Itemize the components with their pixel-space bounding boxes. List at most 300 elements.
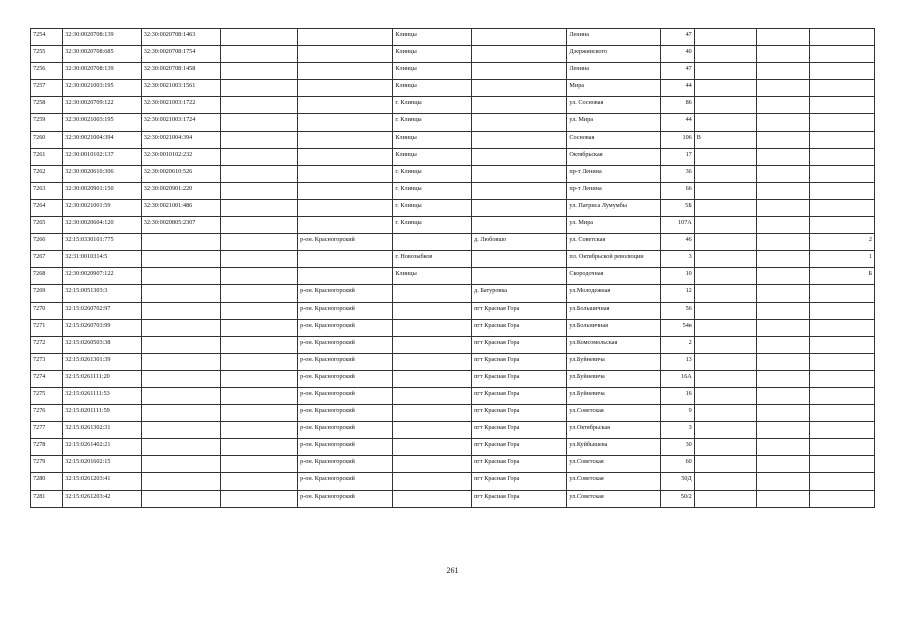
cell-row-number: 7267 (31, 251, 63, 268)
cell-apartment (809, 63, 874, 80)
cell-settlement (472, 148, 567, 165)
cell-settlement (472, 182, 567, 199)
cell-city (393, 387, 472, 404)
cell-street: ул.Октябрьская (567, 422, 660, 439)
cell-building (694, 217, 756, 234)
cell-settlement: пгт Красная Гора (472, 370, 567, 387)
cell-street: пл. Октябрьской революции (567, 251, 660, 268)
cell-street: ул.Буйневича (567, 353, 660, 370)
cell-extra-column (756, 319, 809, 336)
cell-cadastral-number-2: 32:30:0020708:1754 (141, 46, 220, 63)
cell-apartment (809, 319, 874, 336)
cell-settlement (472, 165, 567, 182)
cell-cadastral-number: 32:15:0330101:775 (63, 234, 142, 251)
cell-settlement: пгт Красная Гора (472, 422, 567, 439)
cell-apartment (809, 336, 874, 353)
cell-apartment (809, 490, 874, 507)
cell-city: Клинцы (393, 63, 472, 80)
cell-city: г. Новозыбков (393, 251, 472, 268)
cell-cadastral-number-2 (141, 422, 220, 439)
cell-cadastral-number: 32:30:0021004:394 (63, 131, 142, 148)
cell-city (393, 319, 472, 336)
cell-cadastral-number: 32:30:0020708:685 (63, 46, 142, 63)
cell-street: Дзержинского (567, 46, 660, 63)
cell-cadastral-number: 32:15:0260503:38 (63, 336, 142, 353)
cell-house-number: 46 (660, 234, 694, 251)
cell-city (393, 405, 472, 422)
cell-blank-column (220, 422, 298, 439)
cell-extra-column (756, 473, 809, 490)
cell-district: р-он. Красногорский (298, 405, 393, 422)
cell-district: р-он. Красногорский (298, 387, 393, 404)
cell-apartment (809, 46, 874, 63)
cell-apartment (809, 456, 874, 473)
cell-street: Октябрьская (567, 148, 660, 165)
cell-settlement (472, 63, 567, 80)
table-row (31, 387, 875, 404)
table-row (31, 63, 875, 80)
cell-row-number: 7271 (31, 319, 63, 336)
cell-settlement (472, 251, 567, 268)
cell-extra-column (756, 114, 809, 131)
table-row (31, 199, 875, 216)
cell-blank-column (220, 97, 298, 114)
cell-row-number: 7268 (31, 268, 63, 285)
cell-building (694, 490, 756, 507)
cell-city: г. Клинцы (393, 114, 472, 131)
cell-city (393, 285, 472, 302)
cell-extra-column (756, 490, 809, 507)
cell-row-number: 7281 (31, 490, 63, 507)
cell-cadastral-number-2 (141, 251, 220, 268)
cell-settlement (472, 217, 567, 234)
cell-house-number: 5Б (660, 199, 694, 216)
cell-extra-column (756, 97, 809, 114)
cell-building (694, 199, 756, 216)
cell-house-number: 50Д (660, 473, 694, 490)
cell-blank-column (220, 182, 298, 199)
cell-row-number: 7269 (31, 285, 63, 302)
page-number: 261 (446, 566, 459, 575)
cell-building (694, 182, 756, 199)
cell-cadastral-number: 32:30:0020907:122 (63, 268, 142, 285)
cell-blank-column (220, 473, 298, 490)
cell-apartment (809, 97, 874, 114)
cell-street: Ленина (567, 63, 660, 80)
cell-row-number: 7258 (31, 97, 63, 114)
cell-house-number: 107А (660, 217, 694, 234)
cell-district: р-он. Красногорский (298, 353, 393, 370)
cell-street: ул.Большичная (567, 302, 660, 319)
cell-settlement: пгт Красная Гора (472, 319, 567, 336)
cell-row-number: 7266 (31, 234, 63, 251)
cell-cadastral-number: 32:15:0051303:3 (63, 285, 142, 302)
table-row (31, 182, 875, 199)
table-row (31, 490, 875, 507)
cell-district: р-он. Красногорский (298, 234, 393, 251)
table-row (31, 302, 875, 319)
cell-extra-column (756, 336, 809, 353)
cell-cadastral-number: 32:30:0021003:195 (63, 80, 142, 97)
cell-building (694, 251, 756, 268)
cell-cadastral-number-2 (141, 353, 220, 370)
cell-settlement (472, 268, 567, 285)
cell-extra-column (756, 370, 809, 387)
cell-row-number: 7254 (31, 29, 63, 46)
cell-district (298, 268, 393, 285)
cell-city: г. Клинцы (393, 199, 472, 216)
cell-city (393, 439, 472, 456)
cell-cadastral-number: 32:30:0020901:150 (63, 182, 142, 199)
cell-row-number: 7276 (31, 405, 63, 422)
cell-row-number: 7275 (31, 387, 63, 404)
cell-blank-column (220, 319, 298, 336)
cell-cadastral-number-2 (141, 336, 220, 353)
cell-blank-column (220, 131, 298, 148)
cell-cadastral-number-2 (141, 456, 220, 473)
cell-apartment (809, 199, 874, 216)
table-row (31, 285, 875, 302)
cell-city: Клинцы (393, 46, 472, 63)
cell-extra-column (756, 46, 809, 63)
cell-cadastral-number: 32:15:0261111:20 (63, 370, 142, 387)
cell-row-number: 7264 (31, 199, 63, 216)
cell-district (298, 97, 393, 114)
cell-house-number: 3 (660, 251, 694, 268)
cell-district (298, 46, 393, 63)
cell-settlement (472, 46, 567, 63)
table-row (31, 456, 875, 473)
cell-street: ул.Советская (567, 456, 660, 473)
cell-blank-column (220, 251, 298, 268)
cell-building: В (694, 131, 756, 148)
cell-district (298, 80, 393, 97)
cell-extra-column (756, 387, 809, 404)
cell-district: р-он. Красногорский (298, 456, 393, 473)
cell-extra-column (756, 422, 809, 439)
cell-apartment (809, 131, 874, 148)
cell-blank-column (220, 490, 298, 507)
cell-street: пр-т Ленина (567, 182, 660, 199)
cell-settlement: пгт Красная Гора (472, 405, 567, 422)
cell-settlement (472, 29, 567, 46)
cell-row-number: 7262 (31, 165, 63, 182)
cell-cadastral-number-2 (141, 268, 220, 285)
cell-settlement (472, 97, 567, 114)
cell-row-number: 7265 (31, 217, 63, 234)
cell-cadastral-number-2 (141, 302, 220, 319)
table-row (31, 353, 875, 370)
cell-settlement (472, 131, 567, 148)
cell-house-number: 9 (660, 405, 694, 422)
cell-cadastral-number-2: 32:30:0020805:2307 (141, 217, 220, 234)
cell-building (694, 114, 756, 131)
cell-row-number: 7279 (31, 456, 63, 473)
cell-house-number: 16А (660, 370, 694, 387)
table-row (31, 370, 875, 387)
cell-cadastral-number-2: 32:30:0020610:526 (141, 165, 220, 182)
cell-apartment (809, 387, 874, 404)
cell-city: Клинцы (393, 29, 472, 46)
cell-blank-column (220, 353, 298, 370)
cell-building (694, 353, 756, 370)
table-row (31, 251, 875, 268)
cell-apartment (809, 182, 874, 199)
cell-blank-column (220, 285, 298, 302)
cell-extra-column (756, 456, 809, 473)
table-row (31, 268, 875, 285)
cell-house-number: 66 (660, 182, 694, 199)
cell-street: Ленина (567, 29, 660, 46)
cell-house-number: 47 (660, 29, 694, 46)
cell-building (694, 165, 756, 182)
cell-cadastral-number-2 (141, 370, 220, 387)
cell-extra-column (756, 182, 809, 199)
cell-city: Клинцы (393, 131, 472, 148)
cell-building (694, 302, 756, 319)
cell-house-number: 2 (660, 336, 694, 353)
cell-cadastral-number: 32:15:0261111:53 (63, 387, 142, 404)
cell-building (694, 97, 756, 114)
cell-blank-column (220, 439, 298, 456)
cell-apartment (809, 370, 874, 387)
cell-apartment (809, 114, 874, 131)
cell-settlement: пгт Красная Гора (472, 336, 567, 353)
cell-extra-column (756, 302, 809, 319)
cell-house-number: 16 (660, 387, 694, 404)
cell-building (694, 473, 756, 490)
cell-settlement: пгт Красная Гора (472, 439, 567, 456)
cell-house-number: 86 (660, 97, 694, 114)
cell-apartment: Б (809, 268, 874, 285)
cell-cadastral-number: 32:30:0020708:139 (63, 29, 142, 46)
cell-house-number: 12 (660, 285, 694, 302)
cell-street: ул.Буйневича (567, 370, 660, 387)
cell-district (298, 29, 393, 46)
cell-house-number: 44 (660, 80, 694, 97)
cell-row-number: 7274 (31, 370, 63, 387)
cell-city (393, 234, 472, 251)
cell-district: р-он. Красногорский (298, 285, 393, 302)
table-row (31, 97, 875, 114)
cell-cadastral-number-2 (141, 234, 220, 251)
cell-street: ул. Патриса Лумумбы (567, 199, 660, 216)
cell-district (298, 217, 393, 234)
cell-apartment (809, 80, 874, 97)
cell-house-number: 17 (660, 148, 694, 165)
cell-house-number: 36 (660, 165, 694, 182)
cell-cadastral-number: 32:15:0261301:39 (63, 353, 142, 370)
cell-city (393, 353, 472, 370)
cell-cadastral-number-2: 32:30:0021003:1724 (141, 114, 220, 131)
cell-cadastral-number: 32:30:0020708:139 (63, 63, 142, 80)
cell-house-number: 56 (660, 302, 694, 319)
cell-street: пр-т Ленина (567, 165, 660, 182)
cell-cadastral-number-2: 32:30:0021004:394 (141, 131, 220, 148)
cell-building (694, 370, 756, 387)
cell-cadastral-number: 32:30:0020604:120 (63, 217, 142, 234)
table-row (31, 148, 875, 165)
cell-extra-column (756, 405, 809, 422)
cell-extra-column (756, 234, 809, 251)
table-row (31, 114, 875, 131)
cell-apartment (809, 302, 874, 319)
cell-blank-column (220, 114, 298, 131)
cell-cadastral-number-2 (141, 490, 220, 507)
table-body (31, 29, 875, 508)
cell-house-number: 106 (660, 131, 694, 148)
cell-cadastral-number: 32:30:0021003:195 (63, 114, 142, 131)
cell-house-number: 44 (660, 114, 694, 131)
table-row (31, 165, 875, 182)
cell-city: г. Клинцы (393, 97, 472, 114)
table-row (31, 234, 875, 251)
cell-apartment (809, 29, 874, 46)
cell-city: г. Клинцы (393, 182, 472, 199)
cell-building (694, 80, 756, 97)
cell-cadastral-number-2 (141, 319, 220, 336)
cell-district: р-он. Красногорский (298, 439, 393, 456)
cell-building (694, 63, 756, 80)
cell-apartment (809, 353, 874, 370)
cell-building (694, 268, 756, 285)
cell-district (298, 165, 393, 182)
cell-cadastral-number-2 (141, 405, 220, 422)
cell-settlement: д. Любовшо (472, 234, 567, 251)
cell-building (694, 422, 756, 439)
cell-apartment (809, 165, 874, 182)
cell-district: р-он. Красногорский (298, 473, 393, 490)
cell-extra-column (756, 439, 809, 456)
cell-cadastral-number: 32:15:0201111:59 (63, 405, 142, 422)
cell-settlement: пгт Красная Гора (472, 302, 567, 319)
cell-blank-column (220, 165, 298, 182)
cell-extra-column (756, 199, 809, 216)
cell-street: ул.Комсомольская (567, 336, 660, 353)
cell-house-number: 47 (660, 63, 694, 80)
cell-extra-column (756, 165, 809, 182)
cell-extra-column (756, 131, 809, 148)
cell-blank-column (220, 336, 298, 353)
register-table (30, 28, 875, 508)
cell-house-number: 50/2 (660, 490, 694, 507)
table-row (31, 422, 875, 439)
table-row (31, 46, 875, 63)
cell-blank-column (220, 234, 298, 251)
cell-cadastral-number: 32:15:0201602:15 (63, 456, 142, 473)
cell-extra-column (756, 285, 809, 302)
cell-house-number: 60 (660, 456, 694, 473)
cell-blank-column (220, 302, 298, 319)
cell-row-number: 7280 (31, 473, 63, 490)
cell-street: ул. Сосновая (567, 97, 660, 114)
cell-district (298, 182, 393, 199)
cell-district: р-он. Красногорский (298, 422, 393, 439)
cell-cadastral-number: 32:15:0260703:99 (63, 319, 142, 336)
table-row (31, 473, 875, 490)
cell-cadastral-number-2: 32:30:0020901:220 (141, 182, 220, 199)
cell-row-number: 7257 (31, 80, 63, 97)
cell-cadastral-number-2: 32:30:0020708:1458 (141, 63, 220, 80)
cell-cadastral-number: 32:15:0261302:31 (63, 422, 142, 439)
cell-settlement: пгт Красная Гора (472, 490, 567, 507)
cell-cadastral-number: 32:15:0261402:21 (63, 439, 142, 456)
cell-cadastral-number-2: 32:30:0010102:232 (141, 148, 220, 165)
cell-row-number: 7277 (31, 422, 63, 439)
cell-extra-column (756, 29, 809, 46)
table-row (31, 29, 875, 46)
cell-row-number: 7255 (31, 46, 63, 63)
cell-building (694, 319, 756, 336)
cell-cadastral-number: 32:31:0010314:5 (63, 251, 142, 268)
cell-extra-column (756, 63, 809, 80)
cell-row-number: 7270 (31, 302, 63, 319)
cell-house-number: 30 (660, 439, 694, 456)
cell-building (694, 148, 756, 165)
cell-blank-column (220, 370, 298, 387)
cell-district: р-он. Красногорский (298, 490, 393, 507)
cell-row-number: 7261 (31, 148, 63, 165)
cell-cadastral-number: 32:30:0020610:306 (63, 165, 142, 182)
cell-street: ул. Мира (567, 114, 660, 131)
cell-street: ул.Молодежная (567, 285, 660, 302)
cell-settlement: пгт Красная Гора (472, 473, 567, 490)
cell-apartment (809, 473, 874, 490)
cell-building (694, 387, 756, 404)
cell-house-number: 40 (660, 46, 694, 63)
cell-blank-column (220, 148, 298, 165)
cell-extra-column (756, 80, 809, 97)
cell-street: ул.Советская (567, 473, 660, 490)
cell-building (694, 405, 756, 422)
cell-city: г. Клинцы (393, 217, 472, 234)
cell-blank-column (220, 46, 298, 63)
table-row (31, 336, 875, 353)
cell-blank-column (220, 405, 298, 422)
cell-city (393, 302, 472, 319)
cell-cadastral-number: 32:30:0010102:137 (63, 148, 142, 165)
cell-building (694, 29, 756, 46)
cell-settlement: д. Батуровка (472, 285, 567, 302)
cell-city: г. Клинцы (393, 165, 472, 182)
cell-street: ул. Мира (567, 217, 660, 234)
cell-extra-column (756, 217, 809, 234)
cell-settlement (472, 80, 567, 97)
cell-street: ул.Советская (567, 405, 660, 422)
cell-cadastral-number-2: 32:30:0021001:486 (141, 199, 220, 216)
cell-extra-column (756, 148, 809, 165)
cell-blank-column (220, 268, 298, 285)
cell-street: ул. Советская (567, 234, 660, 251)
cell-row-number: 7273 (31, 353, 63, 370)
cell-settlement (472, 114, 567, 131)
cell-cadastral-number-2: 32:30:0020708:1463 (141, 29, 220, 46)
cell-district (298, 131, 393, 148)
cell-blank-column (220, 217, 298, 234)
cell-row-number: 7259 (31, 114, 63, 131)
cell-settlement: пгт Красная Гора (472, 353, 567, 370)
cell-building (694, 439, 756, 456)
cell-city (393, 456, 472, 473)
table-row (31, 131, 875, 148)
cell-cadastral-number: 32:30:0020709:122 (63, 97, 142, 114)
cell-blank-column (220, 63, 298, 80)
cell-cadastral-number-2: 32:30:0021003:1722 (141, 97, 220, 114)
cell-apartment (809, 439, 874, 456)
cell-cadastral-number-2 (141, 285, 220, 302)
cell-settlement: пгт Красная Гора (472, 387, 567, 404)
cell-building (694, 285, 756, 302)
